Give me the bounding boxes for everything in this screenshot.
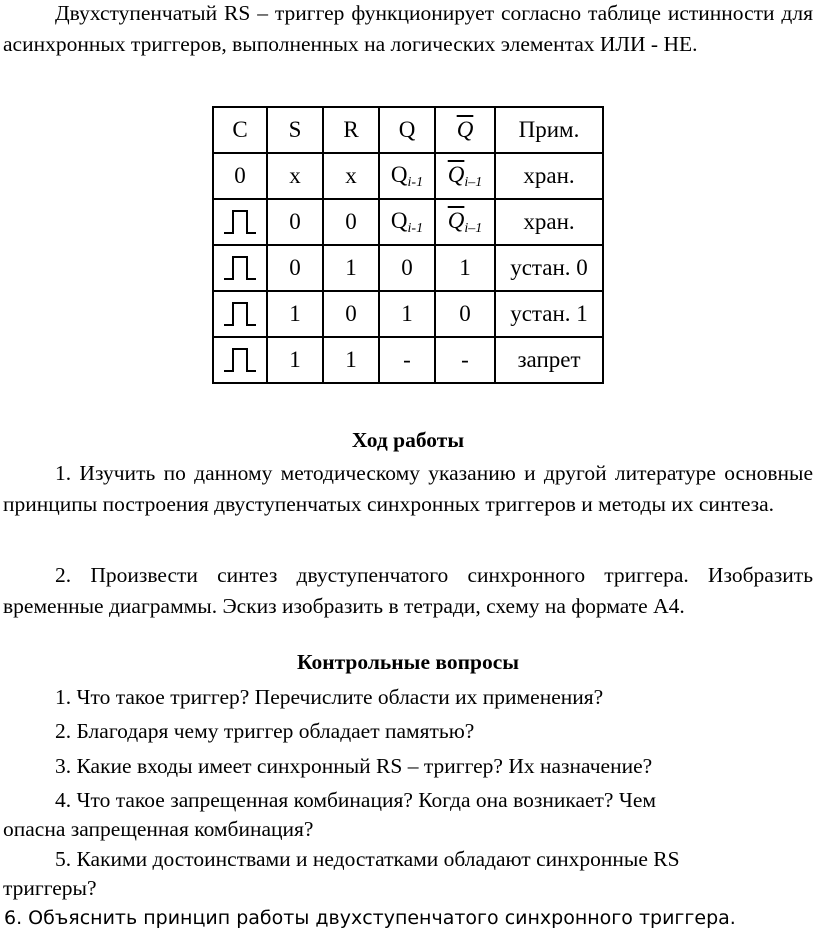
clock-pulse-icon <box>222 208 258 236</box>
work-item-2: 2. Произвести синтез двуступенчатого синхронного триггера. Изобразить временные диаграммы. Эскиз изобразить в тетради, схему на формате А4. <box>3 563 813 618</box>
table-row <box>213 337 603 383</box>
header-s: S <box>267 107 323 153</box>
cell-q-bar <box>435 153 495 199</box>
cell-r: 0 <box>323 291 379 337</box>
cell-s: x <box>267 153 323 199</box>
cell-q <box>379 199 435 245</box>
cell-s: 1 <box>267 291 323 337</box>
clock-pulse-icon <box>222 346 258 374</box>
table-header-row <box>213 107 603 153</box>
clock-pulse-icon <box>222 254 258 282</box>
cell-q-bar <box>435 199 495 245</box>
cell-note: хран. <box>495 153 603 199</box>
cell-s: 0 <box>267 245 323 291</box>
cell-r: 1 <box>323 337 379 383</box>
cell-c-pulse <box>213 199 267 245</box>
cell-note: устан. 1 <box>495 291 603 337</box>
cell-q-bar: 1 <box>435 245 495 291</box>
header-c: C <box>213 107 267 153</box>
cell-c-pulse <box>213 291 267 337</box>
intro-paragraph: Двухступенчатый RS – триггер функционирует согласно таблице истинности для асинхронных триггеров, выполненных на логических элементах ИЛИ - НЕ. <box>3 1 813 56</box>
questions-heading: Контрольные вопросы <box>296 650 520 674</box>
cell-q: 1 <box>379 291 435 337</box>
cell-note: устан. 0 <box>495 245 603 291</box>
cell-s: 1 <box>267 337 323 383</box>
cell-q-bar: - <box>435 337 495 383</box>
cell-r: 0 <box>323 199 379 245</box>
cell-note: хран. <box>495 199 603 245</box>
cell-q: 0 <box>379 245 435 291</box>
header-r: R <box>323 107 379 153</box>
work-heading: Ход работы <box>351 428 465 452</box>
work-item-1: 1. Изучить по данному методическому указанию и другой литературе основные принципы построения двуступенчатых синхронных триггеров и методы их синтеза. <box>3 461 813 516</box>
table-row <box>213 245 603 291</box>
cell-s: 0 <box>267 199 323 245</box>
cell-r: x <box>323 153 379 199</box>
question-2: 2. Благодаря чему триггер обладает памятью? <box>55 719 475 743</box>
cell-c: 0 <box>213 153 267 199</box>
truth-table <box>212 106 604 384</box>
cell-q-bar-sub: i–1 <box>464 174 483 190</box>
table-row <box>213 291 603 337</box>
cell-r: 1 <box>323 245 379 291</box>
header-q-bar-text: $\overline{Q}$ <box>456 117 474 142</box>
cell-q-bar-sub: i–1 <box>464 220 483 236</box>
clock-pulse-icon <box>222 300 258 328</box>
header-note: Прим. <box>495 107 603 153</box>
question-3: 3. Какие входы имеет синхронный RS – триггер? Их назначение? <box>55 754 653 778</box>
cell-q <box>379 153 435 199</box>
question-4: 4. Что такое запрещенная комбинация? Когда она возникает? Чем опасна запрещенная комбинация? <box>3 788 656 841</box>
table-row <box>213 153 603 199</box>
cell-q-bar-text: $\overline{Q}$ <box>447 161 465 187</box>
cell-q-text: Q <box>390 161 408 187</box>
question-6: 6. Объяснить принцип работы двухступенчатого синхронного триггера. <box>4 907 736 929</box>
cell-c-pulse <box>213 245 267 291</box>
cell-q: - <box>379 337 435 383</box>
cell-q-sub: i-1 <box>407 174 424 190</box>
header-q: Q <box>379 107 435 153</box>
cell-q-bar: 0 <box>435 291 495 337</box>
cell-q-text: Q <box>390 207 408 233</box>
table-row <box>213 199 603 245</box>
question-1: 1. Что такое триггер? Перечислите области их применения? <box>55 685 604 709</box>
question-5: 5. Какими достоинствами и недостатками обладают синхронные RS триггеры? <box>3 847 680 900</box>
cell-c-pulse <box>213 337 267 383</box>
cell-q-bar-text: $\overline{Q}$ <box>447 207 465 233</box>
cell-note: запрет <box>495 337 603 383</box>
header-q-bar <box>435 107 495 153</box>
cell-q-sub: i-1 <box>407 220 424 236</box>
